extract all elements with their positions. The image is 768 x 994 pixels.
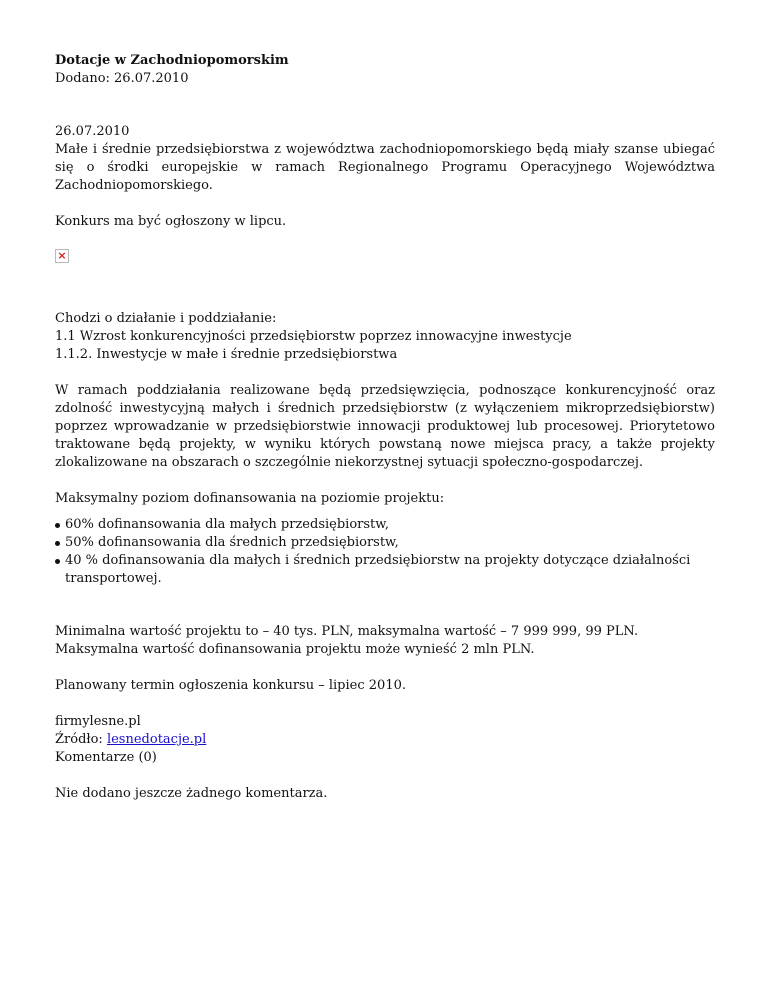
bullet-icon [55, 541, 60, 546]
bullet-icon [55, 559, 60, 564]
list-item: 50% dofinansowania dla średnich przedsiębiorstw, [65, 534, 715, 552]
description-paragraph: W ramach poddziałania realizowane będą przedsięwzięcia, podnoszące konkurencyjność oraz zdolność inwestycyjną małych i średnich przedsiębiorstw (z wyłączeniem mikroprzedsiębiorstw) poprzez wprowadzanie w przedsiębiorstwie innowacji produktowej lub procesowej. Priorytetowo traktowane będą projekty, w wyniku których powstaną nowe miejsca pracy, a także projekty zlokalizowane na obszarach o szczególnie niekorzystnej sytuacji społeczno-gospodarczej. [55, 383, 715, 470]
measure-info [55, 310, 715, 364]
list-item: 60% dofinansowania dla małych przedsiębiorstw, [65, 516, 715, 534]
list-item: 40 % dofinansowania dla małych i średnich przedsiębiorstw na projekty dotyczące działalności transportowej. [65, 552, 715, 588]
funding-list [55, 516, 715, 588]
value-line: Maksymalna wartość dofinansowania projektu może wynieść 2 mln PLN. [55, 642, 535, 657]
source [55, 731, 715, 749]
comments-count[interactable]: Komentarze (0) [55, 750, 157, 765]
value-line: Minimalna wartość projektu to – 40 tys. PLN, maksymalna wartość – 7 999 999, 99 PLN. [55, 624, 639, 639]
funding-heading: Maksymalny poziom dofinansowania na poziomie projektu: [55, 491, 445, 506]
added-date: Dodano: 26.07.2010 [55, 71, 189, 86]
bullet-icon [55, 523, 60, 528]
source-link[interactable]: lesnedotacje.pl [106, 732, 207, 747]
measure-line: 1.1 Wzrost konkurencyjności przedsiębiorstw poprzez innowacyjne inwestycje [55, 329, 572, 344]
broken-image-icon: × [55, 249, 69, 263]
author: firmylesne.pl [55, 714, 141, 729]
measure-line: 1.1.2. Inwestycje w małe i średnie przedsiębiorstwa [55, 347, 398, 362]
article-date: 26.07.2010 [55, 124, 130, 139]
article-title: Dotacje w Zachodniopomorskim [55, 53, 289, 68]
measure-line: Chodzi o działanie i poddziałanie: [55, 311, 277, 326]
no-comments-message: Nie dodano jeszcze żadnego komentarza. [55, 786, 328, 801]
contest-info: Konkurs ma być ogłoszony w lipcu. [55, 214, 287, 229]
article [55, 52, 715, 803]
source-label: Źródło: [55, 732, 107, 747]
value-info [55, 623, 715, 659]
intro-paragraph: Małe i średnie przedsiębiorstwa z województwa zachodniopomorskiego będą miały szanse ubiegać się o środki europejskie w ramach Regionalnego Programu Operacyjnego Województwa Zachodniopomorskiego. [55, 142, 715, 193]
planned-date: Planowany termin ogłoszenia konkursu – lipiec 2010. [55, 678, 406, 693]
article-footer [55, 713, 715, 767]
